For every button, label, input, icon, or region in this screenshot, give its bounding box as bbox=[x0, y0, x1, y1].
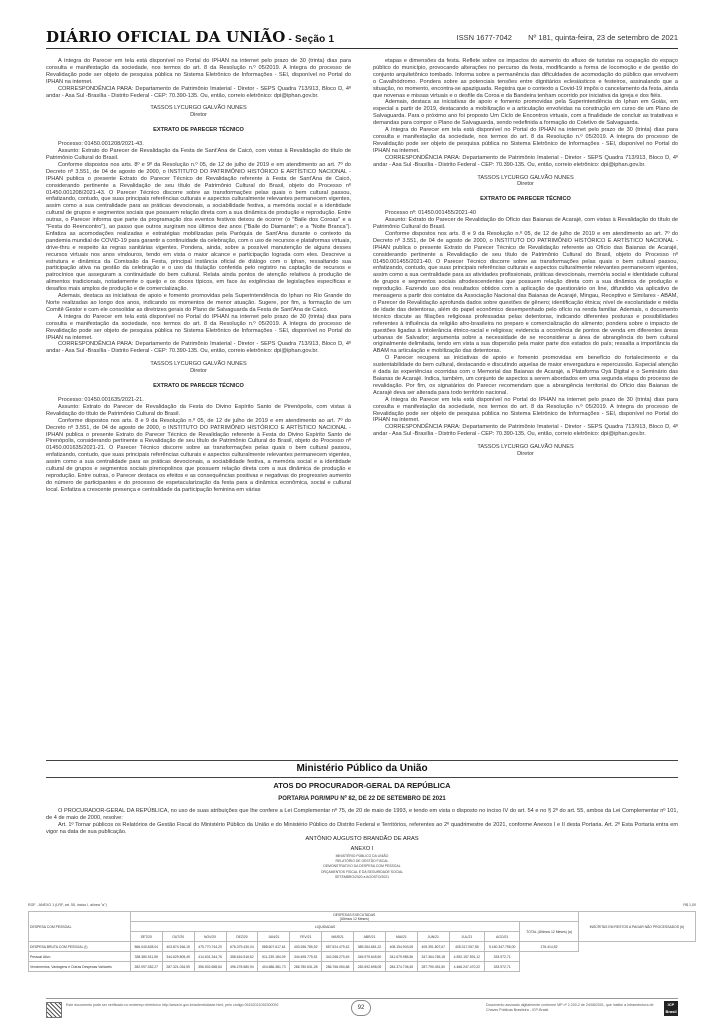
section-label: - Seção 1 bbox=[285, 34, 335, 45]
table-header-cell: INSCRITAS EM RESTOS A PAGAR NÃO PROCESSADOS (b) bbox=[578, 912, 695, 942]
portaria-paragraph: Art. 1º Tornar públicos os Relatórios de Gestão Fiscal do Ministério Público da União e do Ministério Público do Distrito Federal e Territórios, referentes ao 2º quadrimestre de 2021, conforme Anexos I e II desta Portaria. Art. 2º Esta Portaria entra em vigor na data de sua publicação. bbox=[46, 822, 678, 835]
section-subtitle: ATOS DO PROCURADOR-GERAL DA REPÚBLICA bbox=[273, 781, 451, 790]
body-paragraph: CORRESPONDÊNCIA PARA: Departamento de Patrimônio Imaterial - Diretor - SEPS Quadra 713/913, Bloco D, 4º andar - Asa Sul -Brasília - Distrito Federal - CEP: 70.390-135. Ou, então, correio eletrônico: dpi@iphan.gov.br. bbox=[46, 85, 351, 99]
table-cell: 282.692.698,05 bbox=[354, 962, 386, 972]
table-month-cell: FEV/21 bbox=[290, 932, 322, 942]
report-ref-left: RGF - ANEXO 1 (LRF, art. 55, inciso I, alínea "a") bbox=[28, 903, 107, 907]
report-header-line: RELATÓRIO DE GESTÃO FISCAL bbox=[335, 859, 389, 864]
table-header-cell bbox=[130, 912, 578, 922]
report-ref-unit: R$ 1,00 bbox=[683, 903, 696, 907]
newspaper-title: DIÁRIO OFICIAL DA UNIÃO - Seção 1 bbox=[46, 28, 335, 46]
table-cell: 403.874.166,15 bbox=[162, 942, 194, 952]
process-number: Processo: 01450.001635/2021-21. bbox=[58, 396, 144, 403]
anexo-title: ANEXO I bbox=[350, 846, 374, 852]
table-cell: 286.780.631,28 bbox=[290, 962, 322, 972]
table-cell: 408.154.903,05 bbox=[385, 942, 417, 952]
table-cell: 344.629.805,45 bbox=[162, 952, 194, 962]
table-cell: 557.524.479,42 bbox=[322, 942, 354, 952]
portaria-paragraph: O PROCURADOR-GERAL DA REPÚBLICA, no uso de suas atribuições que lhe confere a Lei Complementar nº 75, de 20 de maio de 1993, e tendo em vista o disposto no inciso IV do art. 54 e no § 2º do art. 55, ambos da Lei Complementar nº 101, de 4 de maio de 2000, resolve: bbox=[46, 808, 678, 821]
body-paragraph: Assunto: Extrato do Parecer de Revalidação da Festa do Divino Espírito Santo de Pirenópolis, com vistas à Revalidação do título de Patrimônio Cultural do Brasil. bbox=[46, 403, 351, 417]
table-row-label: DESPESA BRUTA COM PESSOAL (I) bbox=[29, 942, 131, 952]
footer-verification: Este documento pode ser verificado no endereço eletrônico http://www.in.gov.br/autenticidade.html, pelo código 05152021092300092 bbox=[66, 1003, 279, 1007]
table-cell: 344.495.775,51 bbox=[290, 952, 322, 962]
table-header-row bbox=[29, 912, 696, 922]
table-month-cell: NOV/20 bbox=[194, 932, 226, 942]
table-month-cell: MAR/21 bbox=[322, 932, 354, 942]
table-cell: 282.097.352,27 bbox=[130, 962, 162, 972]
signature-role: Diretor bbox=[190, 112, 207, 119]
body-paragraph: Ademais, destaca as iniciativas de apoio e fomento promovidas pela Superintendência do Iphan em Goiás, em especial a partir de 2019, destacando a mobilização e a articulação envolvidas na construção em curso de um Plano de Salvaguarda. Para o próximo ano foi proposto Um Ciclo de Encontros virtuais, com a finalidade de concluir as tratativas e demandas para compor o Plano de Salvaguarda, sendo redefinida a formação do Coletivo de Salvaguarda. bbox=[373, 99, 678, 127]
qr-code-icon bbox=[46, 1002, 62, 1018]
report-header-line: DEMONSTRATIVO DA DESPESA COM PESSOAL bbox=[323, 864, 401, 869]
table-row-label: Pessoal Ativo bbox=[29, 952, 131, 962]
table-month-cell: DEZ/20 bbox=[226, 932, 258, 942]
table-month-cell: OUT/20 bbox=[162, 932, 194, 942]
table-row bbox=[29, 952, 696, 962]
body-paragraph: O Parecer recupera as iniciativas de apoio e fomento promovidas em benefício do fortalecimento e da sustentabilidade do bem cultural, destacando e discutindo aquelas de maior envergadura e repercussão. Especial atenção é dada às experiências ocorridas com o Memorial das Baianas de Acarajé, a Plataforma Oyá Digital e o Seminário das Baianas de Acarajé. Indica, também, um conjunto de aspectos a serem abordados em uma segunda etapa do processo de revalidação. Por fim, os signatários do Parecer recomendam que a abrangência territorial do Ofício das Baianas de Acarajé deva ser alterada para todo território nacional. bbox=[373, 355, 678, 396]
article-columns bbox=[46, 58, 678, 756]
table-cell: 496.278.580,94 bbox=[226, 962, 258, 972]
page-footer bbox=[46, 998, 678, 1019]
signature-name: TASSOS LYCURGO GALVÃO NUNES bbox=[150, 361, 247, 368]
table-month-cell: AGO/21 bbox=[485, 932, 520, 942]
signature-name: TASSOS LYCURGO GALVÃO NUNES bbox=[150, 105, 247, 112]
body-paragraph: A íntegra do Parecer em tela está disponível no Portal do IPHAN na internet pelo prazo de 30 (trinta) dias para consulta e manifestação da sociedade, nos termos do art. 8 da Resolução n.º 05/2019. A íntegra do processo de Revalidação pode ser objeto de pesquisa pública no Sistema Eletrônico de Informações - SEI, disponível no Portal do IPHAN na internet. bbox=[46, 313, 351, 341]
table-cell: 356.502.658,84 bbox=[194, 962, 226, 972]
table-cell: 341.679.985,36 bbox=[385, 952, 417, 962]
table-cell: 345.979.645,50 bbox=[354, 952, 386, 962]
body-paragraph: etapas e dimensões da festa. Reflete sobre os impactos do aumento do afluxo de turistas na ocupação do espaço público do município, provocando alterações no percurso da festa, modificando a forma de locomoção e de gestão do conjunto arquitetônico tombado. Informa sobre a permanência das dificuldades de acomodação do público que envolvem o Cavalhódromo. Pondera sobre as potenciais tensões entre dignitários eclesiásticos e festeiros, assinalando que a situação, no momento, encontra-se apaziguada. Registra que o contexto a Covid-19 impôs o cancelamento da festa, ainda que novenas e missas virtuais e o desfile da Coroa e da Bandeira tenham ocorrido por iniciativa da igreja e dos fiéis. bbox=[373, 58, 678, 99]
body-paragraph: Conforme dispostos nos arts. 8 e 9 da Resolução n.º 05, de 12 de julho de 2019 e em atendimento ao art. 7º do Decreto nº 3.551, de 04 de agosto de 2000, o INSTITUTO DO PATRIMÔNIO HISTÓRICO E ARTÍSTICO NACIONAL - IPHAN publica o presente Extrato do Parecer Técnico de Revalidação referente ao Ofício das Baianas de Acarajé, considerando pertinente a Revalidação de seu título de Patrimônio Cultural do Brasil, objeto do Processo nº 01450.001455/2021-40. O Parecer Técnico discorre sobre as transformações pelas quais o bem cultural passou, enfatizando, contudo, que suas principais referências culturais e aspectos culturalmente relevantes permanecem vigentes, assim como a sua centralidade para as atividades profissionais, práticas devocionais, memória social e identidade cultural de grupos e segmentos sociais afrodescendentes que possuem relação direta com a sua dinâmica de produção e reprodução. Fazendo uso dos resultados obtidos com a aplicação de questionário on line, difundido via aplicativo de mensagens a partir dos contatos da Associação Nacional das Baianas de Acarajé, Mingau, Receptivo e Similares - ABAM, o Parecer de Revalidação aprofunda dados sobre questões de gênero; identificação étnica; nível de escolaridade e média de idade das detentoras, além do papel econômico desempenhado pelo ofício na renda familiar. Ademais, o documento técnico discute as filiações religiosas professadas pelas detentoras, indicando diferentes posturas e possibilidades referentes à influência da religião afro-brasileira no preparo e comercialização do alimento; pondera sobre o impacto de questões ligadas à intolerância étnico-racial e religiosa; evidencia a ocorrência de pontos de venda em diferentes áreas urbanas de Salvador; argumenta sobre a necessidade de se reconsiderar a área de abrangência do bem cultural originalmente delimitada, tendo em vista a sua dispersão pela maior parte dos estados do país; ressalta a importância da ABAM na articulação e mobilização das detentoras. bbox=[373, 230, 678, 355]
table-row-label: Vencimentos, Vantagens e Outras Despesas Variáveis bbox=[29, 962, 131, 972]
report-header-line: MINISTÉRIO PÚBLICO DA UNIÃO bbox=[335, 854, 389, 858]
table-cell: 358.616.516,62 bbox=[226, 952, 258, 962]
portaria-signer: ANTÔNIO AUGUSTO BRANDÃO DE ARAS bbox=[305, 836, 419, 842]
table-cell: 389.264.681,22 bbox=[354, 942, 386, 952]
signature-role: Diretor bbox=[190, 368, 207, 375]
report-header-line: ORÇAMENTOS FISCAL E DA SEGURIDADE SOCIAL bbox=[320, 869, 404, 874]
table-cell: 405.391.807,67 bbox=[417, 942, 449, 952]
page-number: 92 bbox=[351, 1000, 371, 1016]
section-heading: EXTRATO DE PARECER TÉCNICO bbox=[153, 383, 244, 390]
body-paragraph: Conforme dispostos nos arts. 8º e 9º da Resolução n.º 05, de 12 de julho de 2019 e em atendimento ao art. 7º do Decreto nº 3.551, de 04 de agosto de 2000, o INSTITUTO DO PATRIMÔNIO HISTÓRICO E ARTÍSTICO NACIONAL - IPHAN publica o presente Extrato do Parecer Técnico de Revalidação referente à Festa de Sant'Ana de Caicó, considerando pertinente a Revalidação de seu título de Patrimônio Cultural do Brasil, objeto do Processo nº 01450.001208/2021-43. O Parecer Técnico discorre sobre as transformações pelas quais o bem cultural passou, enfatizando, contudo, que suas principais referências culturais e aspectos culturalmente relevantes permanecem vigentes, assim como a sua centralidade para as práticas devocionais, a sociabilidade festiva, a memória social e a identidade cultural de grupos e segmentos sociais que possuem relação direta com a sua dinâmica de produção e reprodução. Entre outras, o Parecer informa que parte da programação dos eventos festivos deixou de ocorrer (o "Baile dos Coroas" e a "Festa do Reencontro"), ao passo que outros surgiram nos últimos dez anos ("Baile do Diamante"; e a "Noite Branca"). Enfatiza as acomodações realizadas e estratégias mobilizadas pela Paróquia de Sant'Ana durante o contexto da pandemia mundial de COVID-19 para garantir a continuidade da celebração, com o uso de recursos e plataformas virtuais, drive-thru e respeito às regras sanitárias vigentes. Pondera, ainda, sobre a possível manutenção de alguns desses recursos virtuais nos anos vindouros, tendo em vista o maior alcance e participação lograda com eles. Descreve a estrutura e dinâmica da Comissão da Festa, principal instância oficial de diálogo com o Iphan, ressaltando sua participação ativa na gestão da celebração e o uso da titulação conferida pelo registro na captação de recursos e patrocínios que asseguram a continuidade do bem cultural. Relata ainda pontos de atenção relativos à produção de alimentos tradicionais, notadamente o queijo e os doces típicos, em face às exigências de legislações específicas e desafios mais amplos de produção e de comercialização. bbox=[46, 161, 351, 293]
table-month-cell: SET/20 bbox=[130, 932, 162, 942]
table-cell: 284.374.706,45 bbox=[385, 962, 417, 972]
table-cell: 676.379.430,04 bbox=[226, 942, 258, 952]
table-cell: 475.770.744,20 bbox=[194, 942, 226, 952]
table-group-subtitle: (Últimos 12 Meses) bbox=[339, 916, 369, 921]
table-cell: 5.160.347.795,00 bbox=[485, 942, 520, 952]
body-paragraph: Assunto: Extrato do Parecer de Revalidação do Ofício das Baianas de Acarajé, com vistas à Revalidação do título de Patrimônio Cultural do Brasil. bbox=[373, 217, 678, 231]
table-cell: 511.239.184,09 bbox=[258, 952, 290, 962]
table-cell: 347.364.765,18 bbox=[417, 952, 449, 962]
body-paragraph: A íntegra do Parecer em tela está disponível no Portal do IPHAN na internet pelo prazo de 30 (trinta) dias para consulta e manifestação da sociedade, nos termos do art. 8 da Resolução n.º 05/2019. A íntegra do processo de Revalidação pode ser objeto de pesquisa pública no Sistema Eletrônico de Informações - SEI, disponível no Portal do IPHAN na internet. bbox=[373, 127, 678, 154]
report-header bbox=[46, 854, 678, 880]
table-group-title: DESPESAS EXECUTADAS bbox=[333, 912, 376, 917]
table-cell: 333.972,71 bbox=[485, 952, 520, 962]
table-month-cell: JUN/21 bbox=[417, 932, 449, 942]
table-month-cell: ABR/21 bbox=[354, 932, 386, 942]
report-header-line: SETEMBRO/2020 a AGOSTO/2021 bbox=[334, 874, 390, 879]
signature-role: Diretor bbox=[517, 451, 534, 458]
body-paragraph: CORRESPONDÊNCIA PARA: Departamento de Patrimônio Imaterial - Diretor - SEPS Quadra 713/913, Bloco D, 4º andar - Asa Sul -Brasília - Distrito Federal - CEP: 70.390-135. Ou, então, correio eletrônico: dpi@iphan.gov.br. bbox=[373, 154, 678, 168]
table-cell: 338.380.911,55 bbox=[130, 952, 162, 962]
section-heading: EXTRATO DE PARECER TÉCNICO bbox=[153, 127, 244, 134]
fiscal-report-table bbox=[28, 911, 696, 972]
body-paragraph: A íntegra do Parecer em tela está disponível no Portal do IPHAN na internet pelo prazo de 30 (trinta) dias para consulta e manifestação da sociedade, nos termos do art. 8 da Resolução n.º 05/2019. A íntegra do processo de Revalidação pode ser objeto de pesquisa pública no Sistema Eletrônico de Informações - SEI, disponível no Portal do IPHAN na internet. bbox=[373, 396, 678, 424]
table-header-cell: TOTAL (Últimos 12 Meses) (a) bbox=[520, 922, 578, 942]
table-cell: 4.592.157.591,12 bbox=[449, 952, 484, 962]
table-month-cell: MAI/21 bbox=[385, 932, 417, 942]
table-cell: 414.631.344,76 bbox=[194, 952, 226, 962]
table-cell: 405.317.057,55 bbox=[449, 942, 484, 952]
body-paragraph: CORRESPONDÊNCIA PARA: Departamento de Patrimônio Imaterial - Diretor - SEPS Quadra 713/913, Bloco D, 4º andar - Asa Sul -Brasília - Distrito Federal - CEP: 70.390-135. Ou, então, correio eletrônico: dpi@iphan.gov.br. bbox=[373, 424, 678, 438]
portaria-title: PORTARIA PGR/MPU Nº 82, DE 22 DE SETEMBRO DE 2021 bbox=[278, 796, 446, 802]
table-cell: 286.766.054,68 bbox=[322, 962, 354, 972]
table-cell: 333.972,71 bbox=[485, 962, 520, 972]
table-header-cell: LIQUIDADAS bbox=[130, 922, 519, 932]
table-row bbox=[29, 962, 696, 972]
table-month-cell: JAN/21 bbox=[258, 932, 290, 942]
body-paragraph: Ademais, destaca as iniciativas de apoio e fomento promovidas pela Superintendência do Iphan no Rio Grande do Norte realizadas ao longo dos anos, indicando os momentos de menor atuação. Sugere, por fim, a formação de um Comitê Gestor e com ele consolidar as diretrizes gerais do Plano de Salvaguarda da Festa de Sant'Ana de Caicó. bbox=[46, 293, 351, 313]
table-row bbox=[29, 942, 696, 952]
signature-name: TASSOS LYCURGO GALVÃO NUNES bbox=[477, 174, 574, 181]
footer-signature: Documento assinado digitalmente conforme MP nº 2.200-2 de 24/08/2001, que institui a Infraestrutura de Chaves Públicas Brasileira - ICP-Brasil. bbox=[486, 1003, 654, 1012]
process-number: Processo: 01450.001208/2021-43. bbox=[58, 141, 144, 148]
table-cell: 566.040.828,04 bbox=[130, 942, 162, 952]
left-column bbox=[46, 58, 351, 756]
body-paragraph: Conforme dispostos nos arts. 8 e 9 da Resolução n.º 05, de 12 de julho de 2019 e em atendimento ao art. 7º do Decreto nº 3.551, de 04 de agosto de 2000, o INSTITUTO DO PATRIMÔNIO HISTÓRICO E ARTÍSTICO NACIONAL - IPHAN publica o presente Extrato do Parecer Técnico de Revalidação referente à Festa do Divino Espírito Santo de Pirenópolis, considerando pertinente a Revalidação de seu título de Patrimônio Cultural do Brasil, objeto do Processo nº 01450.001635/2021-21. O Parecer Técnico discorre sobre as transformações pelas quais o bem cultural passou, enfatizando, contudo, que suas principais referências culturais e aspectos culturalmente relevantes permanecem vigentes, assim como a sua centralidade para as práticas devocionais, a sociabilidade festiva, a memória social e a identidade cultural de grupos e segmentos sociais pirenopolinos que possuem relação direta com a sua dinâmica de produção e reprodução. Entre outras, o Parecer destaca os efeitos e as consequências positivas e negativas do progressivo aumento do número de participantes e do processo de espetacularização da festa para a dinâmica econômica, social e cultural local. Enfatiza a crescente presença e centralidade da participação feminina em várias bbox=[46, 417, 351, 493]
table-cell: 403.256.785,92 bbox=[290, 942, 322, 952]
page-header bbox=[46, 26, 678, 49]
table-cell: 404.686.381,73 bbox=[258, 962, 290, 972]
table-cell: 342.268.279,49 bbox=[322, 952, 354, 962]
table-header-cell: DESPESA COM PESSOAL bbox=[29, 912, 131, 942]
process-number: Processo nº: 01450.001455/2021-40 bbox=[385, 210, 476, 217]
body-paragraph: A íntegra do Parecer em tela está disponível no Portal do IPHAN na internet pelo prazo de 30 (trinta) dias para consulta e manifestação da sociedade, nos termos do art. 8 da Resolução n.º 05/2019. A íntegra do processo de Revalidação pode ser objeto de pesquisa pública no Sistema Eletrônico de Informações - SEI, disponível no Portal do IPHAN na internet. bbox=[46, 58, 351, 85]
table-cell: 287.321.034,59 bbox=[162, 962, 194, 972]
icp-brasil-logo: ICP Brasil bbox=[665, 1002, 677, 1014]
portaria-body bbox=[46, 808, 678, 836]
section-heading: EXTRATO DE PARECER TÉCNICO bbox=[480, 196, 571, 203]
body-paragraph: CORRESPONDÊNCIA PARA: Departamento de Patrimônio Imaterial - Diretor - SEPS Quadra 713/913, Bloco D, 4º andar - Asa Sul -Brasília - Distrito Federal - CEP: 70.390-135. Ou, então, correio eletrônico: dpi@iphan.gov.br. bbox=[46, 341, 351, 355]
edition-date: Nº 181, quinta-feira, 23 de setembro de 2021 bbox=[528, 33, 678, 42]
table-cell: 588.607.617,61 bbox=[258, 942, 290, 952]
signature-role: Diretor bbox=[517, 181, 534, 188]
table-cell: 176.414,52 bbox=[520, 942, 578, 952]
table-month-cell: JUL/21 bbox=[449, 932, 484, 942]
ministry-banner: Ministério Público da União bbox=[46, 760, 678, 778]
table-cell: 4.466.247.470,22 bbox=[449, 962, 484, 972]
table-cell: 287.790.451,50 bbox=[417, 962, 449, 972]
issn: ISSN 1677-7042 bbox=[456, 33, 512, 42]
right-column bbox=[373, 58, 678, 756]
report-ref bbox=[28, 903, 696, 907]
header-meta bbox=[443, 33, 678, 42]
signature-name: TASSOS LYCURGO GALVÃO NUNES bbox=[477, 444, 574, 451]
body-paragraph: Assunto: Extrato do Parecer de Revalidação da Festa de Sant'Ana de Caicó, com vistas à Revalidação do título de Patrimônio Cultural do Brasil. bbox=[46, 148, 351, 161]
